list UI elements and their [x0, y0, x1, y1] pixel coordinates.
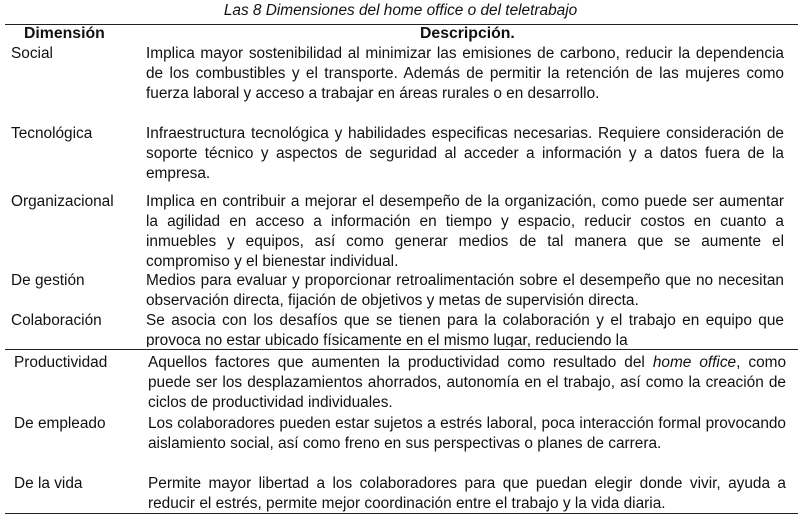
header-description: Descripción.	[420, 25, 515, 42]
row-dimension: De gestión	[11, 272, 85, 289]
row-dimension: Productividad	[14, 354, 108, 371]
header-dimension: Dimensión	[24, 25, 105, 42]
section-divider	[5, 349, 798, 350]
row-description: Se asocia con los desafíos que se tienen para la colaboración y el trabajo en equipo que provoca no estar ubicado físicamente en el mismo lugar, reduciendo la	[146, 312, 784, 347]
row-dimension: De la vida	[14, 475, 83, 492]
row-description: Permite mayor libertad a los colaboradores para que puedan elegir donde vivir, ayuda a reducir el estrés, permite mejor coordinación entre el trabajo y la vida diaria.	[148, 475, 786, 512]
table-caption: Las 8 Dimensiones del home office o del teletrabajo	[223, 2, 578, 19]
row-description	[148, 353, 786, 413]
top-rule	[5, 24, 798, 25]
row-dimension: Colaboración	[11, 312, 102, 329]
row-description: Los colaboradores pueden estar sujetos a estrés laboral, poca interacción formal provocando aislamiento social, así como freno en sus perspectivas o planes de carrera.	[148, 415, 786, 452]
row-description: Implica mayor sostenibilidad al minimizar las emisiones de carbono, reducir la dependencia de los combustibles y el transporte. Además de permitir la retención de las mujeres como fuerza laboral y acceso a trabajar en áreas rurales o en desarrollo.	[146, 45, 784, 102]
description-text: , como puede ser los desplazamientos ahorrados, autonomía en el trabajo, así como la creación de ciclos de productividad individuales.	[148, 354, 787, 411]
row-description: Implica en contribuir a mejorar el desempeño de la organización, como puede ser aumentar la agilidad en acceso a información en tiempo y espacio, reducir costos en cuanto a inmuebles y equipos, así como generar medios de tal manera que se aumente el compromiso y el bienestar individual.	[146, 193, 784, 270]
row-dimension: Organizacional	[11, 193, 114, 210]
bottom-rule	[5, 513, 798, 514]
row-description: Medios para evaluar y proporcionar retroalimentación sobre el desempeño que no necesitan observación directa, fijación de objetivos y metas de supervisión directa.	[146, 272, 784, 309]
row-dimension: Social	[11, 45, 53, 62]
description-italic: home office	[652, 354, 737, 371]
description-text: Aquellos factores que aumenten la productividad como resultado del	[148, 354, 653, 371]
row-dimension: Tecnológica	[11, 125, 93, 142]
row-dimension: De empleado	[14, 415, 106, 432]
row-description: Infraestructura tecnológica y habilidades especificas necesarias. Requiere consideración de soporte técnico y aspectos de seguridad al acceder a información y a datos fuera de la empresa.	[146, 125, 784, 182]
